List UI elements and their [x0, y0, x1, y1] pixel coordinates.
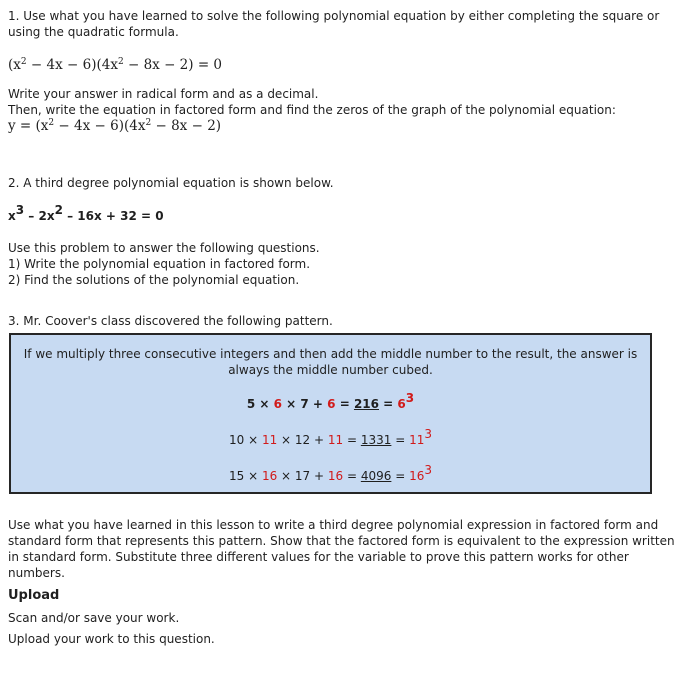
q2-use-text: Use this problem to answer the following questions.	[8, 241, 320, 255]
upload-instruction-text: Upload your work to this question.	[8, 632, 215, 646]
pattern-example-2: $10 \times 11 \times 12 + 11 = 1331 = 11^3$	[229, 427, 432, 447]
q1-instruction-radical: Write your answer in radical form and as a decimal.	[8, 87, 319, 101]
q2-equation: $x^3 - 2x^2 - 16x + 32 = 0$	[8, 203, 164, 223]
q1-text-line2: using the quadratic formula.	[8, 25, 179, 39]
q1-text-line1: 1. Use what you have learned to solve the following polynomial equation by either completing the square or	[8, 9, 660, 23]
pattern-example-1: $5 \times 6 \times 7 + 6 = 216 = 6^3$	[246, 391, 415, 411]
q3-task-line4: numbers.	[8, 566, 65, 580]
q3-intro: 3. Mr. Coover's class discovered the following pattern.	[8, 314, 333, 328]
pattern-example-3: $15 \times 16 \times 17 + 16 = 4096 = 16^3$	[229, 463, 432, 483]
q3-task-line2: standard form that represents this pattern. Show that the factored form is equivalent to the expression written	[8, 534, 675, 548]
pattern-statement-line2: always the middle number cubed.	[228, 363, 433, 377]
q1-equation: $(x^2 - 4x - 6)(4x^2 - 8x - 2) = 0$	[8, 57, 223, 73]
q2-item-1: 1) Write the polynomial equation in factored form.	[8, 257, 311, 271]
upload-scan-text: Scan and/or save your work.	[8, 611, 180, 625]
q3-task-line1: Use what you have learned in this lesson to write a third degree polynomial expression in factored form and	[8, 518, 659, 532]
upload-heading: Upload	[8, 588, 60, 603]
pattern-box	[9, 333, 652, 494]
pattern-statement-line1: If we multiply three consecutive integers and then add the middle number to the result, the answer is	[23, 347, 638, 361]
q1-instruction-factored: Then, write the equation in factored form and find the zeros of the graph of the polynomial equation:	[8, 103, 616, 117]
q3-task-line3: in standard form. Substitute three different values for the variable to prove this pattern works for other	[8, 550, 629, 564]
q1-equation-y: $y = (x^2 - 4x - 6)(4x^2 - 8x - 2)$	[8, 118, 222, 134]
q2-item-2: 2) Find the solutions of the polynomial equation.	[8, 273, 300, 287]
q2-intro: 2. A third degree polynomial equation is shown below.	[8, 176, 334, 190]
